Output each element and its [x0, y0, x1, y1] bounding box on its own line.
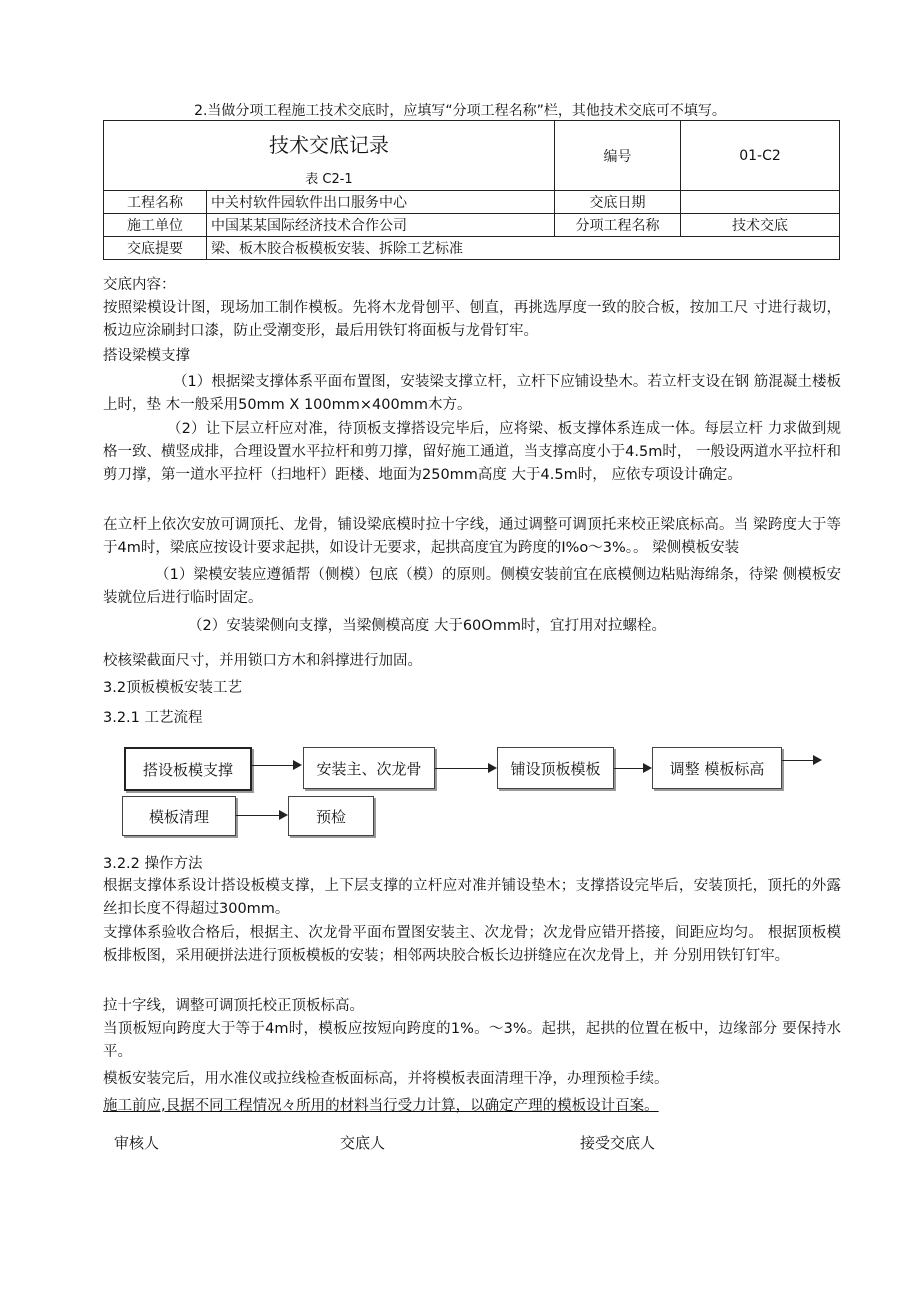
- flow-arrow-icon: [782, 760, 820, 761]
- summary-value: 梁、板木胶合板模板安装、拆除工艺标准: [207, 237, 840, 260]
- section-3-2: 3.2顶板模板安装工艺: [103, 680, 243, 696]
- subproject-value: 技术交底: [681, 214, 840, 237]
- flow-arrow-icon: [250, 765, 300, 766]
- flow-step-4: 调整 模板标高: [652, 747, 782, 789]
- date-label: 交底日期: [555, 191, 681, 214]
- content-paragraph-3: （1）根据梁支撑体系平面布置图，安装梁支撑立杆，立杆下应铺设垫木。若立杆支设在钢 筋混凝土楼板上时，垫 木一般采用50mm X 100mm×400mm木方。: [103, 374, 841, 413]
- reviewer-label: 审核人: [114, 1134, 160, 1152]
- content-paragraph-1: 按照梁模设计图，现场加工制作模板。先将木龙骨刨平、刨直，再挑选厚度一致的胶合板，按加工尺 寸进行裁切，板边应涂刷封口漆，防止受潮变形，最后用铁钉将面板与龙骨钉牢。: [103, 300, 841, 339]
- design-note: 施工前应,艮据不同工程情况々所用的材料当行受力计算，以确定产理的模板设计百案。: [103, 1098, 659, 1114]
- flow-step-6: 预检: [288, 796, 374, 836]
- flow-arrow-icon: [236, 815, 286, 816]
- content-paragraph-4: （2）让下层立杆应对准，待顶板支撑搭设完毕后，应将梁、板支撑体系连成一体。每层立杆 力求做到规格一致、横竖成排，合理设置水平拉杆和剪刀撑，留好施工通道，当支撑高度小于4.5m时， 一般设两道水平拉杆和剪刀撑，第一道水平拉杆（扫地杆）距楼、地面为250mm高度 大于4.5m时， 应依专项设计确定。: [103, 421, 841, 483]
- content-paragraph-2: 搭设梁模支撑: [103, 348, 190, 364]
- summary-label: 交底提要: [104, 237, 207, 260]
- date-value: [681, 191, 840, 214]
- content-paragraph-6: （1）梁模安装应遵循帮（侧模）包底（模）的原则。侧模安装前宜在底模侧边粘贴海绵条，待梁 侧模板安装就位后进行临时固定。: [103, 567, 841, 606]
- content-paragraph-5: 在立杆上依次安放可调顶托、龙骨，铺设梁底模时拉十字线，通过调整可调顶托来校正梁底标高。当 梁跨度大于等于4m时，梁底应按设计要求起拱，如设计无要求，起拱高度宜为跨度的I%o～3%。。 梁侧模板安装: [103, 517, 841, 556]
- section-3-2-1: 3.2.1 工艺流程: [103, 710, 203, 726]
- method-paragraph-1: 根据支撑体系设计搭设板模支撑，上下层支撑的立杆应对准并铺设垫木；支撑搭设完毕后，安装顶托，顶托的外露丝扣长度不得超过300mm。: [103, 878, 841, 917]
- record-title-cell: [104, 121, 555, 191]
- method-paragraph-2: 支撑体系验收合格后，根据主、次龙骨平面布置图安装主、次龙骨；次龙骨应错开搭接，间距应均匀。 根据顶板模板排板图，采用硬拼法进行顶板模板的安装；相邻两块胶合板长边拼缝应在次龙骨上，并 分别用铁钉钉牢。: [103, 925, 841, 964]
- flow-step-1: 搭设板模支撑: [124, 747, 252, 791]
- flow-arrow-icon: [435, 768, 495, 769]
- content-heading: 交底内容：: [103, 277, 176, 293]
- method-paragraph-3: 拉十字线，调整可调顶托校正顶板标高。: [103, 998, 364, 1014]
- method-paragraph-5: 模板安装完后，用水准仪或拉线检查板面标高，并将模板表面清理干净，办理预检手续。: [103, 1071, 669, 1087]
- record-table: [103, 120, 840, 260]
- method-paragraph-4: 当顶板短向跨度大于等于4m时，模板应按短向跨度的1%。～3%。起拱，起拱的位置在板中，边缘部分 要保持水平。: [103, 1021, 841, 1060]
- flow-arrow-icon: [614, 768, 650, 769]
- form-note: 2.当做分项工程施工技术交底时，应填写“分项工程名称”栏，其他技术交底可不填写。: [194, 103, 726, 119]
- presenter-label: 交底人: [340, 1134, 386, 1152]
- content-paragraph-8: 校核梁截面尺寸，并用锁口方木和斜撑进行加固。: [103, 653, 422, 669]
- form-number: 表 C2-1: [305, 171, 353, 187]
- section-3-2-2: 3.2.2 操作方法: [103, 856, 203, 872]
- flow-step-3: 铺设顶板模板: [497, 747, 614, 789]
- receiver-label: 接受交底人: [580, 1134, 656, 1152]
- subproject-label: 分项工程名称: [555, 214, 681, 237]
- unit-label: 施工单位: [104, 214, 207, 237]
- flow-step-5: 模板清理: [122, 796, 236, 836]
- project-value: 中关村软件园软件出口服务中心: [207, 191, 555, 214]
- number-value: 01-C2: [681, 121, 840, 191]
- unit-value: 中国某某国际经济技术合作公司: [207, 214, 555, 237]
- record-title: 技术交底记录: [269, 132, 389, 157]
- content-paragraph-7: （2）安装梁侧向支撑，当梁侧模高度 大于60Omm时，宜打用对拉螺栓。: [188, 618, 666, 634]
- number-label: 编号: [555, 121, 681, 191]
- project-label: 工程名称: [104, 191, 207, 214]
- flow-step-2: 安装主、次龙骨: [303, 747, 435, 789]
